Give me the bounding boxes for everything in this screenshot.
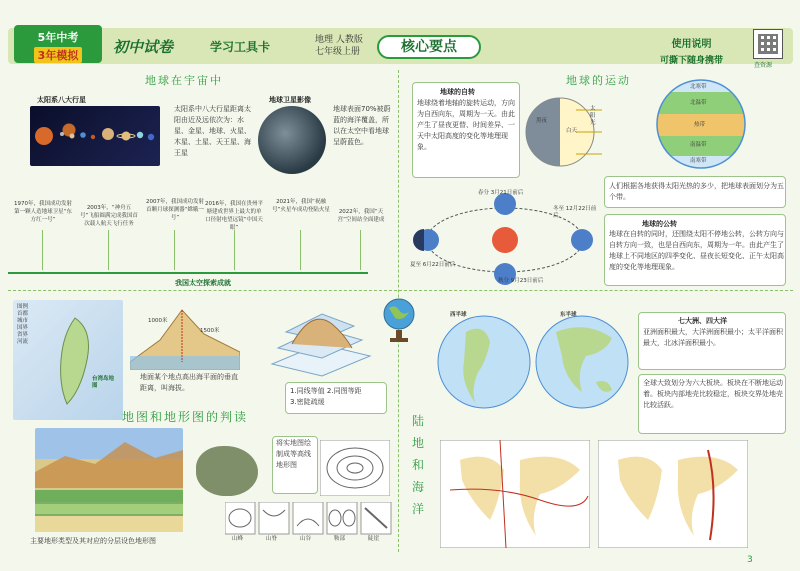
continents-box-text: 亚洲面积最大，大洋洲面积最小；太平洋面积最大，北冰洋面积最小。 <box>643 328 783 347</box>
revolution-text: 地球在自转的同时，还围绕太阳不停地公转，公转方向与自转方向一致，也是自西向东，周期为一年。由此产生了地球上不同地区的四季变化、昼夜长短变化、正午太阳高度的变化等地理现象。 <box>609 230 784 271</box>
legend-title: 图例 <box>17 304 29 310</box>
timeline-axis <box>8 272 368 274</box>
west-hemisphere-label: 西半球 <box>450 312 467 318</box>
meta-line2: 七年级上册 <box>315 47 361 57</box>
timeline-item-2021: 2021年，我国“祝融号”火星车成功登陆火星 <box>272 199 330 213</box>
orbit-label-autumn: 秋分 9月23日前后 <box>498 278 544 284</box>
subject-meta <box>315 34 363 58</box>
timeline-title: 我国太空探索成就 <box>175 279 231 287</box>
usage-detail: 可撕下随身携带 <box>660 56 724 66</box>
altitude-text: 地面某个地点高出海平面的垂直距离，叫海拔。 <box>140 373 238 392</box>
night-label: 黑夜 <box>536 118 548 124</box>
orbit-label-winter: 冬至 12月22日前后 <box>553 206 597 219</box>
satellite-label: 地球卫星影像 <box>269 96 311 104</box>
zone-tropical: 热带 <box>694 122 706 128</box>
plates-map-2 <box>598 440 748 548</box>
contour-rule-2: 2.同图等距 <box>326 387 362 395</box>
zone-north-frigid: 北寒带 <box>690 84 707 90</box>
legend-province: 省界 <box>17 332 29 338</box>
legend-capital: 首都 <box>17 311 29 317</box>
legend-city: 城市 <box>17 318 29 324</box>
contour-rules <box>290 386 388 408</box>
model-text: 将实地图绘制成等高线地形图 <box>276 439 311 469</box>
timeline-item-2016: 2016年，我国在贵州平塘建成世界上最大的单口径射电望远镜“中国天眼” <box>205 201 263 231</box>
timeline-tick <box>108 230 109 270</box>
timeline-item-2022: 2022年，我国“天宫”空间站全面建成 <box>337 209 385 223</box>
contour-map-icon <box>320 440 390 496</box>
day-night-diagram <box>524 90 604 174</box>
section-title-continents: 陆地和海洋 <box>412 414 427 516</box>
section-title-universe: 地球在宇宙中 <box>145 74 223 87</box>
contour-name-saddle: 鞍部 <box>334 536 346 542</box>
timeline-item-2003: 2003年，“神舟五号”飞船圆满完成我国首次载人航天飞行任务 <box>80 205 138 227</box>
contour-name-valley: 山谷 <box>300 536 312 542</box>
usage-note <box>660 35 723 66</box>
earth-satellite-image <box>258 106 326 174</box>
satellite-text: 地球表面70%被蔚蓝的海洋覆盖，所以在太空中看地球呈蔚蓝色。 <box>333 105 391 146</box>
plates-text: 全球大致划分为六大板块。板块在不断地运动着。板块内部地壳比较稳定，板块交界处地壳比较活跃。 <box>643 379 783 409</box>
east-hemisphere-label: 东半球 <box>560 312 577 318</box>
contour-name-cliff: 陡崖 <box>368 536 380 542</box>
continents-box-title: 七大洲、四大洋 <box>678 317 727 325</box>
revolution-label: 地球的公转 <box>642 220 677 228</box>
altitude-1500: 1500米 <box>200 328 220 334</box>
taiwan-map-label: 台湾岛地图 <box>92 376 115 389</box>
timeline-tick <box>42 230 43 270</box>
legend-border: 国界 <box>17 325 29 331</box>
zone-north-temperate: 北温带 <box>690 100 707 106</box>
usage-title: 使用说明 <box>671 39 712 50</box>
hemispheres-map <box>436 312 631 412</box>
altitude-diagram <box>130 300 240 370</box>
meta-line1: 地理 人教版 <box>315 35 363 45</box>
zones-text: 人们根据各地获得太阳光热的多少，把地球表面划分为五个带。 <box>609 182 784 201</box>
day-label: 白天 <box>566 128 578 134</box>
timeline-item-1970: 1970年，我国成功发射第一颗人造地球卫星“东方红一号” <box>14 201 72 223</box>
orbit-label-spring: 春分 3月21日前后 <box>478 190 524 196</box>
core-points-pill: 核心要点 <box>377 35 481 59</box>
timeline-tick <box>234 230 235 270</box>
middle-divider <box>8 290 793 291</box>
timeline-tick <box>360 230 361 270</box>
contour-3d-diagram <box>262 304 372 378</box>
terrain-photo-image <box>196 446 258 496</box>
zone-south-temperate: 南温带 <box>690 142 707 148</box>
orbit-label-summer: 夏至 6月22日前后 <box>410 262 456 268</box>
contour-name-ridge: 山脊 <box>266 536 278 542</box>
rotation-text: 地球绕着地轴的旋转运动，方向为自西向东，周期为一天。由此产生了昼夜更替、时间差异、一天中太阳高度的变化等地理现象。 <box>417 99 515 151</box>
globe-icon <box>381 296 417 346</box>
contour-rule-1: 1.同线等值 <box>290 387 325 395</box>
plates-map-1 <box>440 440 590 548</box>
solar-system-label: 太阳系八大行星 <box>37 96 86 104</box>
badge-line2: 3年模拟 <box>34 47 83 63</box>
solar-system-image <box>30 106 160 166</box>
brand-badge <box>14 25 102 63</box>
badge-line1: 5年中考 <box>37 31 79 44</box>
timeline-item-2007: 2007年，我国成功发射首颗月球探测器“嫦娥一号” <box>146 199 204 221</box>
timeline-tick <box>174 230 175 270</box>
page-number: 3 <box>747 555 753 565</box>
altitude-1000: 1000米 <box>148 318 168 324</box>
terrain-caption: 主要地形类型及其对应的分层设色地形图 <box>30 537 156 545</box>
qr-code-icon[interactable] <box>753 29 783 59</box>
qr-label: 查资源 <box>754 62 773 69</box>
rotation-label: 地球的自转 <box>440 88 475 96</box>
contour-name-peak: 山峰 <box>232 536 244 542</box>
sunlight-label: 太阳光 <box>590 106 596 126</box>
section-title-motion: 地球的运动 <box>566 74 631 87</box>
map-legend <box>17 304 57 346</box>
legend-river: 河流 <box>17 339 29 345</box>
card-subtitle: 学习工具卡 <box>210 40 271 54</box>
timeline-tick <box>300 230 301 270</box>
revolution-orbit-diagram <box>410 190 600 286</box>
terrain-types-image <box>35 428 183 532</box>
section-title-maps: 地图和地形图的判读 <box>122 410 249 424</box>
planets-icon <box>30 106 160 166</box>
contour-rule-3: 3.密陡疏缓 <box>290 398 325 406</box>
card-title: 初中试卷 <box>113 38 174 56</box>
zone-south-frigid: 南寒带 <box>690 158 707 164</box>
solar-system-text: 太阳系中八大行星距离太阳由近及远依次为：水星、金星、地球、火星、木星、土星、天王星、海王星 <box>174 105 251 157</box>
